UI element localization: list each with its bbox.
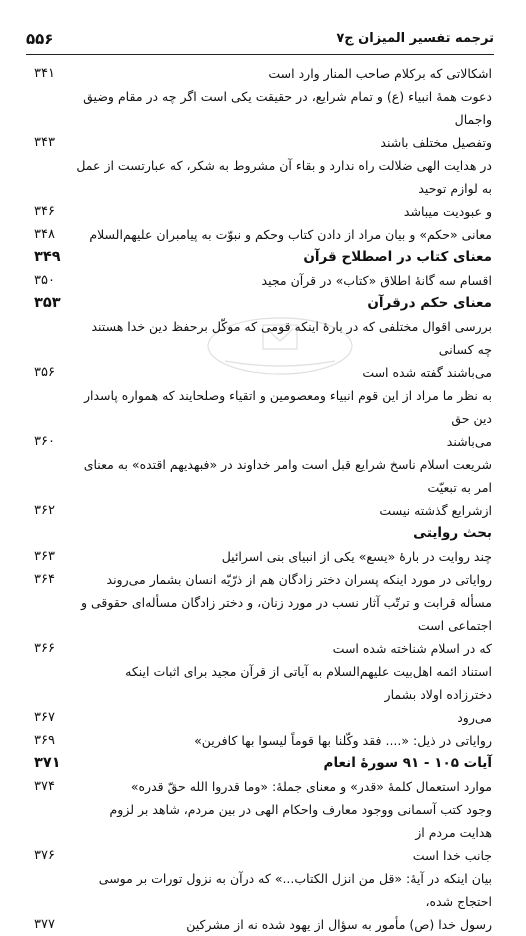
toc-entry: [34, 85, 492, 131]
entry-page-number: ۳۶۷: [34, 710, 55, 725]
entry-text: آیات ۱۰۵ - ۹۱ سورۀ انعام: [323, 755, 492, 771]
entry-text: شریعت اسلام ناسخ شرایع قبل است وامر خداوند در «فبهدیهم اقتده» به معنای امر به تبعیّت: [83, 457, 492, 495]
entry-page-number: ۳۵۶: [34, 365, 55, 380]
entry-text: دعوت همۀ انبیاء (ع) و تمام شرایع، در حقیقت یکی است اگر چه در مقام وضیق واجمال: [83, 89, 492, 127]
toc-entry: [34, 62, 492, 85]
entry-text: می‌باشند گفته شده است: [362, 365, 492, 380]
table-of-contents: [34, 62, 492, 936]
entry-text: و عبودیت میباشد: [403, 204, 492, 219]
toc-entry: [34, 568, 492, 591]
toc-entry: [34, 131, 492, 154]
entry-page-number: ۳۴۹: [34, 249, 61, 265]
entry-page-number: ۳۶۶: [34, 641, 55, 656]
toc-entry: [34, 453, 492, 499]
toc-entry: [34, 430, 492, 453]
entry-text: وتفصیل مختلف باشند: [380, 135, 492, 150]
toc-heading: [34, 246, 492, 269]
entry-text: بررسی اقوال مختلفی که در بارۀ اینکه قومی که موکّل برحفظ دین خدا هستند چه کسانی: [91, 319, 492, 357]
toc-entry: [34, 706, 492, 729]
toc-entry: [34, 637, 492, 660]
entry-page-number: ۳۵۰: [34, 273, 55, 288]
entry-text: می‌باشند: [446, 434, 492, 449]
toc-entry: [34, 200, 492, 223]
entry-text: ازشرایع گذشته نیست: [379, 503, 492, 518]
entry-text: که در اسلام شناخته شده است: [332, 641, 492, 656]
toc-entry: [34, 798, 492, 844]
toc-entry: [34, 913, 492, 936]
entry-text: معانی «حکم» و بیان مراد از دادن کتاب وحکم و نبوّت به پیامبران علیهم‌السلام: [89, 227, 492, 242]
entry-text: موارد استعمال کلمۀ «قدر» و معنای جملۀ: «وما قدروا الله حقّ قدره»: [130, 779, 492, 794]
toc-entry: [34, 315, 492, 361]
entry-text: در هدایت الهی ضلالت راه ندارد و بقاء آن مشروط به شکر، که عبارتست از عمل به لوازم توحید: [76, 158, 492, 196]
entry-page-number: ۳۷۶: [34, 848, 55, 863]
header-rule: [26, 54, 494, 55]
entry-page-number: ۳۶۴: [34, 572, 55, 587]
entry-page-number: ۳۷۴: [34, 779, 55, 794]
page-header: [26, 28, 494, 50]
toc-heading: [34, 752, 492, 775]
toc-entry: [34, 545, 492, 568]
entry-page-number: ۳۵۳: [34, 295, 61, 311]
entry-page-number: ۳۶۳: [34, 549, 55, 564]
entry-text: بیان اینکه در آیۀ: «قل من انزل الکتاب...» که درآن به نزول تورات بر موسی احتجاج شده،: [98, 871, 492, 909]
toc-heading: [34, 292, 492, 315]
entry-text: می‌رود: [457, 710, 492, 725]
running-title: ترجمه تفسير الميزان ج۷: [336, 31, 494, 46]
entry-text: اقسام سه گانۀ اطلاق «کتاب» در قرآن مجید: [261, 273, 492, 288]
toc-entry: [34, 867, 492, 913]
entry-text: چند روایت در بارۀ «یسع» یکی از انبیای بنی اسرائیل: [221, 549, 492, 564]
toc-entry: [34, 729, 492, 752]
toc-entry: [34, 499, 492, 522]
toc-entry: [34, 591, 492, 637]
toc-entry: [34, 775, 492, 798]
entry-page-number: ۳۶۲: [34, 503, 55, 518]
entry-page-number: ۳۶۹: [34, 733, 55, 748]
entry-page-number: ۳۷۷: [34, 917, 55, 932]
entry-text: روایاتی در ذیل: «.... فقد وکّلنا بها قوماً لیسوا بها کافرین»: [194, 733, 492, 748]
entry-text: اشکالاتی که برکلام صاحب المنار وارد است: [268, 66, 492, 81]
entry-page-number: ۳۴۶: [34, 204, 55, 219]
entry-text: روایاتی در مورد اینکه پسران دختر زادگان هم از ذرّیّه انسان بشمار می‌روند: [106, 572, 492, 587]
entry-text: جانب خدا است: [412, 848, 492, 863]
entry-page-number: ۳۴۱: [34, 66, 55, 81]
entry-page-number: ۳۴۳: [34, 135, 55, 150]
entry-text: مسأله قرابت و ترتّب آثار نسب در مورد زنان، و دختر زادگان مسأله‌ای حقوقی و اجتماعی است: [80, 595, 492, 633]
page-number: ۵۵۶: [26, 30, 54, 48]
entry-text: رسول خدا (ص) مأمور به سؤال از یهود شده نه از مشرکین: [186, 917, 492, 932]
entry-text: بحث روایتی: [413, 525, 492, 541]
entry-page-number: ۳۴۸: [34, 227, 55, 242]
entry-text: استناد ائمه اهل‌بیت علیهم‌السلام به آیاتی از قرآن مجید برای اثبات اینکه دخترزاده اولاد بشمار: [125, 664, 492, 702]
entry-text: به نظر ما مراد از این قوم انبیاء ومعصومین و اتقیاء وصلحایند که همواره پاسدار دین حق: [83, 388, 492, 426]
entry-text: معنای حکم درقرآن: [367, 295, 492, 311]
toc-heading: [34, 522, 492, 545]
toc-entry: [34, 384, 492, 430]
entry-page-number: ۳۷۱: [34, 755, 61, 771]
toc-entry: [34, 660, 492, 706]
toc-entry: [34, 223, 492, 246]
entry-page-number: ۳۶۰: [34, 434, 55, 449]
toc-entry: [34, 269, 492, 292]
toc-entry: [34, 154, 492, 200]
toc-entry: [34, 844, 492, 867]
entry-text: معنای کتاب در اصطلاح قرآن: [303, 249, 492, 265]
entry-text: وجود کتب آسمانی ووجود معارف واحکام الهی در بین مردم، شاهد بر لزوم هدایت مردم از: [109, 802, 492, 840]
toc-entry: [34, 361, 492, 384]
